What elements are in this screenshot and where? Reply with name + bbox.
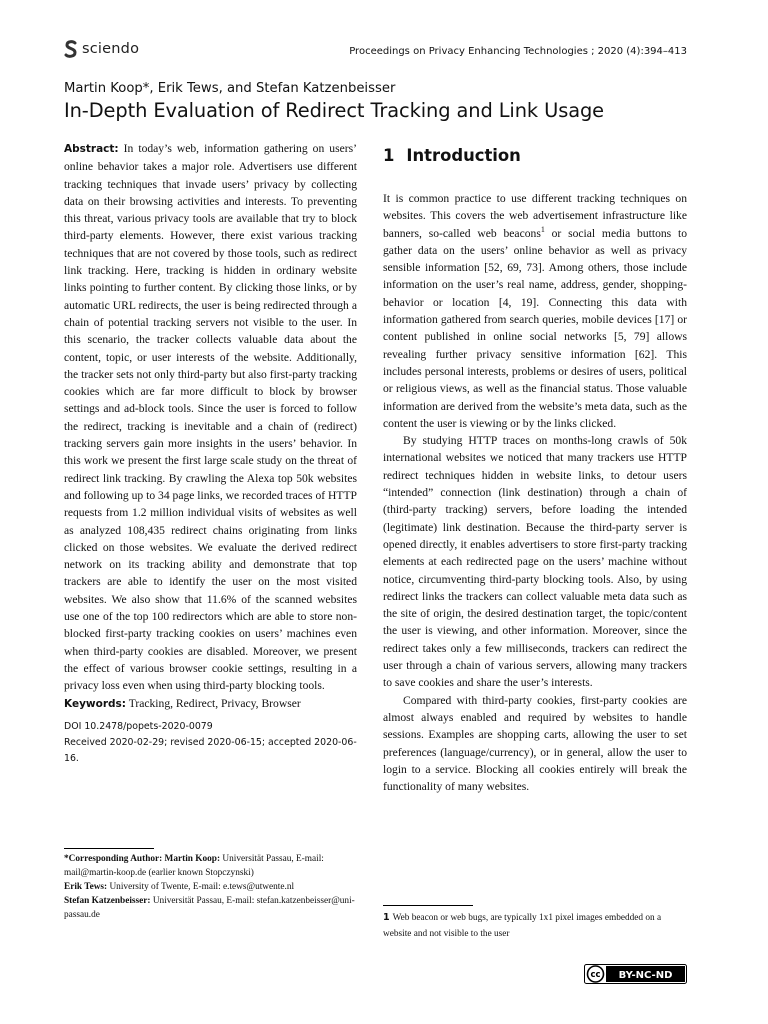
footnote-number: 1 <box>383 912 390 923</box>
intro-p1-text-a: It is common practice to use different tracking techniques on websites. This covers the web advertisement infrastructure like banners, so-called web beacons <box>383 192 687 240</box>
erik-info: University of Twente, E-mail: e.tews@utwente.nl <box>109 881 295 892</box>
section-heading <box>383 145 687 167</box>
corresponding-author-info: Universität Passau, E-mail: mail@martin-koop.de (earlier known Stopczynski) <box>64 854 324 878</box>
left-column <box>64 140 357 767</box>
journal-citation: Proceedings on Privacy Enhancing Technologies ; 2020 (4):394–413 <box>349 46 687 57</box>
corresponding-author-label: *Corresponding Author: Martin Koop: <box>64 854 221 864</box>
stefan-info: Universität Passau, E-mail: stefan.katzenbeisser@uni-passau.de <box>64 895 355 920</box>
submission-dates: Received 2020-02-29; revised 2020-06-15; accepted 2020-06-16. <box>64 736 357 764</box>
sciendo-logo-icon <box>64 40 78 58</box>
author-list: Martin Koop*, Erik Tews, and Stefan Katzenbeisser <box>64 81 396 96</box>
intro-paragraph-3: Compared with third-party cookies, first-party cookies are almost always enabled and required by websites to handle sessions. Examples are shopping carts, allowing the user to set preferences (language/currency), or in general, allow the user to login to a service. Blocking all cookies entirely will break the functionality of many websites. <box>383 693 687 794</box>
section-title: Introduction <box>406 146 521 165</box>
cc-mark: cc <box>590 970 601 981</box>
footnote-divider-right <box>383 905 473 906</box>
keywords-text: Tracking, Redirect, Privacy, Browser <box>128 696 301 710</box>
intro-paragraph-2: By studying HTTP traces on months-long crawls of 50k international websites we noticed that many trackers use HTTP redirect techniques hidden in website links, to detour users “intended” connection (link destination) through a chain of (third-party tracking) servers, before loading the intended (legitimate) link destination. Because the third-party server is opened directly, it enables advertisers to store first-party tracking elements at each redirected page on the users’ machine without notice, circumventing third-party blocking tools. Also, by using redirect links the trackers can collect valuable meta data such as the site of origin, the desired destination target, the topic/content the user is viewing, and other information. Moreover, since the redirect takes only a few milliseconds, trackers can redirect the user through a chain of various servers, allowing many trackers to save cookies and share the user’s interests. <box>383 434 687 690</box>
keywords-label: Keywords: <box>64 697 126 710</box>
cc-license-badge[interactable] <box>584 964 687 984</box>
paper-title: In-Depth Evaluation of Redirect Tracking and Link Usage <box>64 99 605 122</box>
intro-paragraph-1 <box>383 190 687 432</box>
erik-label: Erik Tews: <box>64 881 108 892</box>
license-label: BY-NC-ND <box>618 970 673 981</box>
keywords <box>64 695 357 713</box>
abstract-label: Abstract: <box>64 143 119 155</box>
doi: DOI 10.2478/popets-2020-0079 <box>64 720 213 732</box>
publisher-name: sciendo <box>82 41 140 57</box>
stefan-label: Stefan Katzenbeisser: <box>64 895 151 906</box>
footnote-1 <box>383 910 688 942</box>
abstract <box>64 140 357 695</box>
footnote-divider-left <box>64 848 154 849</box>
intro-p1-text-b: or social media buttons to gather data on the users’ online behavior as well as privacy sensible information [52, 69, 73]. Among others, those include information on the user’s real name, address, gender, shopping-behavior or location [4, 19]. Connecting this data with information gathered from search queries, mobile devices [17] or content published in online social networks [5, 79] allows revealing further privacy sensitive information [62]. This includes personal interests, problems or desires of users, political or religious views, as well as the financial status. Those valuable information are derived from the website’s meta data, such as the content the user is viewing or by the links clicked. <box>383 226 687 430</box>
author-affiliations <box>64 853 362 923</box>
footnote-marker[interactable]: 1 <box>540 224 545 234</box>
right-column <box>383 145 687 795</box>
section-number: 1 <box>383 146 395 165</box>
footnote-text: Web beacon or web bugs, are typically 1x1 pixel images embedded on a website and not visible to the user <box>383 913 662 939</box>
abstract-text: In today’s web, information gathering on users’ online behavior takes a major role. Advertisers use different tracking techniques that invade users’ privacy by collecting data on their browsing activities and interests. To preventing this threat, various privacy tools are available that try to block third-party elements. However, there exist various tracking techniques that are not covered by those tools, such as redirect link tracking. Here, tracking is hidden in ordinary website links pointing to further content. By clicking those links, or by automatic URL redirects, the user is being redirected through a chain of potential tracking servers not visible to the user. In this scenario, the tracker collects valuable data about the content, topic, or user interests of the website. Additionally, the tracker sets not only third-party but also first-party tracking cookies which are far more difficult to block by browser settings and ad-block tools. Since the user is forced to follow the redirect, tracking is inevitable and a chain of (redirect) tracking servers gain more insights in the users’ behavior. In this work we present the first large scale study on the threat of redirect link tracking. By crawling the Alexa top 50k websites and following up to 34 page links, we recorded traces of HTTP requests from 1.2 million individual visits of websites as well as analyzed 108,435 redirect chains originating from links clicked on those websites. We evaluate the derived redirect network on its tracking ability and demonstrate that top trackers are able to identify the user on the most visited websites. We also show that 11.6% of the scanned websites use one of the top 100 redirectors which are able to store non-blocked first-party tracking cookies on users’ machines even when third-party cookies are disabled. Moreover, we present the effect of various browser cookie settings, resulting in a privacy loss even when using third-party blocking tools. <box>64 142 357 693</box>
publisher-logo <box>64 40 139 58</box>
